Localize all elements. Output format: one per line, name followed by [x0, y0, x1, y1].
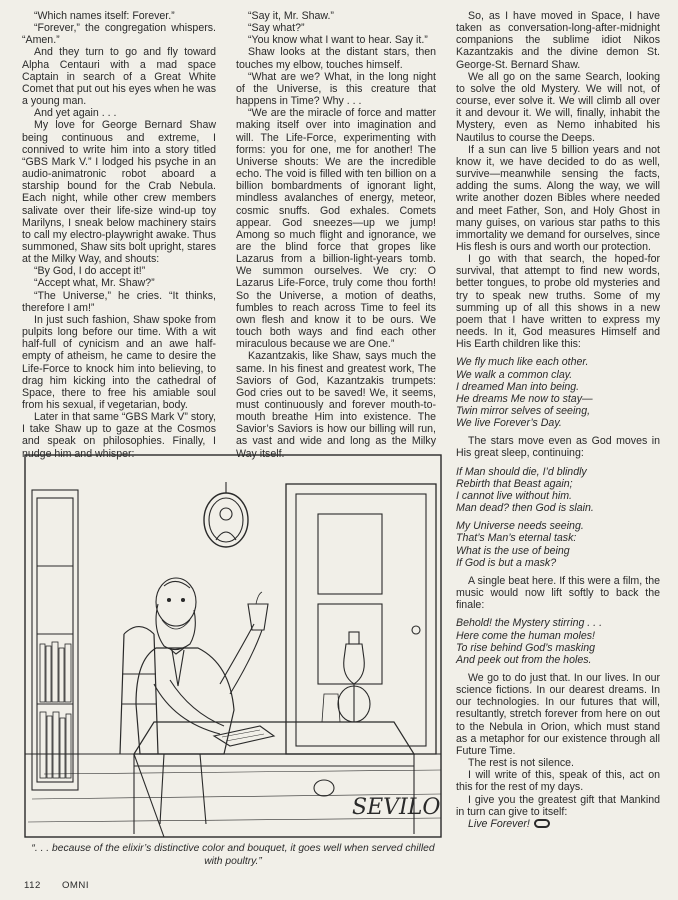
paragraph: My love for George Bernard Shaw being continuous and extreme, I connived to write him into a story titled “GBS Mark V.” I lodged his psyche in an audio-animatronic robot aboard a starship bound for the Crab Nebula. Each night, while other crew members salivate over their life-size wind-up toy Marilyns, I sneak below machinery stairs to call my electro-playwright awake. Thus summoned, Shaw sits bolt upright, stares at the Milky Way, and shouts:: [22, 119, 216, 266]
poem-line: And peek out from the holes.: [456, 653, 592, 666]
paragraph: “You know what I want to hear. Say it.”: [248, 34, 428, 47]
text-column-2: [236, 10, 436, 460]
paragraph: “Which names itself: Forever.”: [34, 10, 175, 22]
poem-line: My Universe needs seeing.: [456, 520, 584, 533]
poem-stanza: [456, 356, 660, 429]
paragraph: And yet again . . .: [34, 107, 117, 120]
paragraph: “Forever,” the congregation whispers. “Amen.”: [22, 22, 216, 47]
poem-line: We live Forever’s Day.: [456, 417, 562, 430]
cartoon-caption: “. . . because of the elixir’s distinctive color and bouquet, it goes well when served chilled with poultry.”: [31, 843, 435, 867]
magazine-name: OMNI: [61, 880, 90, 891]
paragraph: We all go on the same Search, looking to solve the old Mystery. We will not, of course, ever solve it. We will climb all over it and devour it. We will, finally, inhabit the Mystery, even as Nemo inhabited his Nautilus to course the Deeps.: [456, 70, 660, 144]
poem-line: We fly much like each other.: [456, 356, 589, 369]
paragraph: “Say what?”: [248, 22, 305, 35]
paragraph: So, as I have moved in Space, I have taken as conversation-long-after-midnight companions the sublime idiot Nikos Kazantzakis and the divine demon St. George-St. Bernard Shaw.: [456, 10, 660, 71]
poem-stanza: [456, 466, 660, 515]
poem-line: I cannot live without him.: [456, 489, 572, 502]
poem-line: He dreams Me now to stay—: [456, 392, 593, 405]
paragraph: I go with that search, the hoped-for survival, that attempt to find new words, better tongues, to probe old mysteries and try to speak new truths. Some of my summing up of all this shows in a new poem that I have written to express my needs. In it, God measures Himself and His Earth children like this:: [456, 253, 660, 351]
paragraph: In just such fashion, Shaw spoke from pulpits long before our time. With a wit half-full of cynicism and an awe half-empty of atheism, he came to desire the Life-Force to knock him into believing, to drag him kicking into the cathedral of Space, there to free his amiable soul from his sexual, if vegetarian, body.: [22, 313, 216, 411]
paragraph: Kazantzakis, like Shaw, says much the same. In his finest and greatest work, The Saviors of God, Kazantzakis trumpets: God cries out to be saved! We, it seems, must continuously and forever mouth-to-mouth breathe Him into existence. The Savior’s Saviors is how our billing will run, as vast and wide and long as the Milky Way itself.: [236, 350, 436, 460]
text-column-1: [22, 10, 216, 460]
poem-line: We walk a common clay.: [456, 368, 573, 381]
paragraph: “Accept what, Mr. Shaw?”: [34, 277, 155, 290]
paragraph: The rest is not silence.: [468, 757, 574, 770]
poem-line: Here come the human moles!: [456, 629, 595, 642]
page-number: 112: [24, 880, 41, 891]
poem-line: I dreamed Man into being.: [456, 380, 580, 393]
paragraph: A single beat here. If this were a film, the music would now lift softly to back the finale:: [456, 574, 660, 612]
poem-line: To rise behind God’s masking: [456, 641, 595, 654]
paragraph: “By God, I do accept it!”: [34, 265, 146, 278]
paragraph: And they turn to go and fly toward Alpha Centauri with a mad space Captain in search of a Great White Comet that put out his eyes when he was a young man.: [22, 46, 216, 108]
paragraph: I give you the greatest gift that Mankind in turn can give to itself:: [456, 793, 660, 818]
paragraph: “What are we? What, in the long night of the Universe, is this creature that happens in Time? Why . . .: [236, 70, 436, 108]
artist-signature: SEVILO: [352, 795, 441, 820]
poem-line: That’s Man’s eternal task:: [456, 532, 577, 545]
paragraph: “The Universe,” he cries. “It thinks, therefore I am!”: [22, 289, 216, 314]
text-column-3: [456, 10, 660, 830]
poem-line: Man dead? then God is slain.: [456, 502, 594, 515]
poem-stanza: [456, 617, 660, 666]
paragraph: The stars move even as God moves in His great sleep, continuing:: [456, 435, 660, 460]
end-mark-icon: [534, 819, 550, 828]
poem-line: If God is but a mask?: [456, 556, 557, 569]
poem-line: Twin mirror selves of seeing,: [456, 405, 591, 417]
page-folio: [24, 880, 107, 891]
poem-line: Behold! the Mystery stirring . . .: [456, 617, 603, 630]
paragraph: “Say it, Mr. Shaw.”: [248, 10, 334, 22]
cartoon-illustration: [24, 454, 442, 882]
paragraph: If a sun can live 5 billion years and not know it, we have decided to do as well, survive—meanwhile sensing the facts, adding the sums. Along the way, we will write another dozen Bibles where needed and meet Father, Son, and Holy Ghost in many guises, on various star paths to this immortality we demand for ourselves, since His flesh is ours and worth our protection.: [456, 143, 660, 253]
paragraph: We go to do just that. In our lives. In our science fictions. In our dearest dreams. In our technologies. In our futures that will, resultantly, stretch forever from here on out to the Nebula in Orion, which must stand as a metaphor for our existence through all Future Time.: [456, 671, 660, 757]
poem-line: What is the use of being: [456, 544, 570, 557]
poem-stanza: [456, 520, 660, 569]
poem-line: If Man should die, I’d blindly: [456, 465, 587, 478]
paragraph: Shaw looks at the distant stars, then touches my elbow, touches himself.: [236, 46, 436, 71]
paragraph: Later in that same “GBS Mark V” story, I take Shaw up to gaze at the Cosmos and speak on philosophies. Finally, I nudge him and whisper:: [22, 411, 216, 460]
poem-line: Rebirth that Beast again;: [456, 477, 573, 490]
paragraph: “We are the miracle of force and matter making itself over into imagination and will. The Life-Force, experimenting with forms: you for one, me for another! The Universe shouts: We are the incredible echo. The void is filled with ten billion on a billion bombardments of ignorant light, mindless avalanches of energy, meteor, cosmic snuffs. God exhales. Comets appear. God sneezes—up we jump! Among so much flight and ignorance, we are the blind force that gropes like Lazarus from a billion-light-years tomb. We summon ourselves. We cry: O Lazarus Life-Force, truly come thou forth! So the Universe, a motion of deaths, fumbles to reach across Time to feel its own flesh and know it to be ours. We touch both ways and find each other miraculous because we are One.”: [236, 107, 436, 351]
signoff-text: Live Forever!: [468, 817, 530, 830]
signoff: [456, 818, 660, 830]
paragraph: I will write of this, speak of this, act on this for the rest of my days.: [456, 769, 660, 794]
